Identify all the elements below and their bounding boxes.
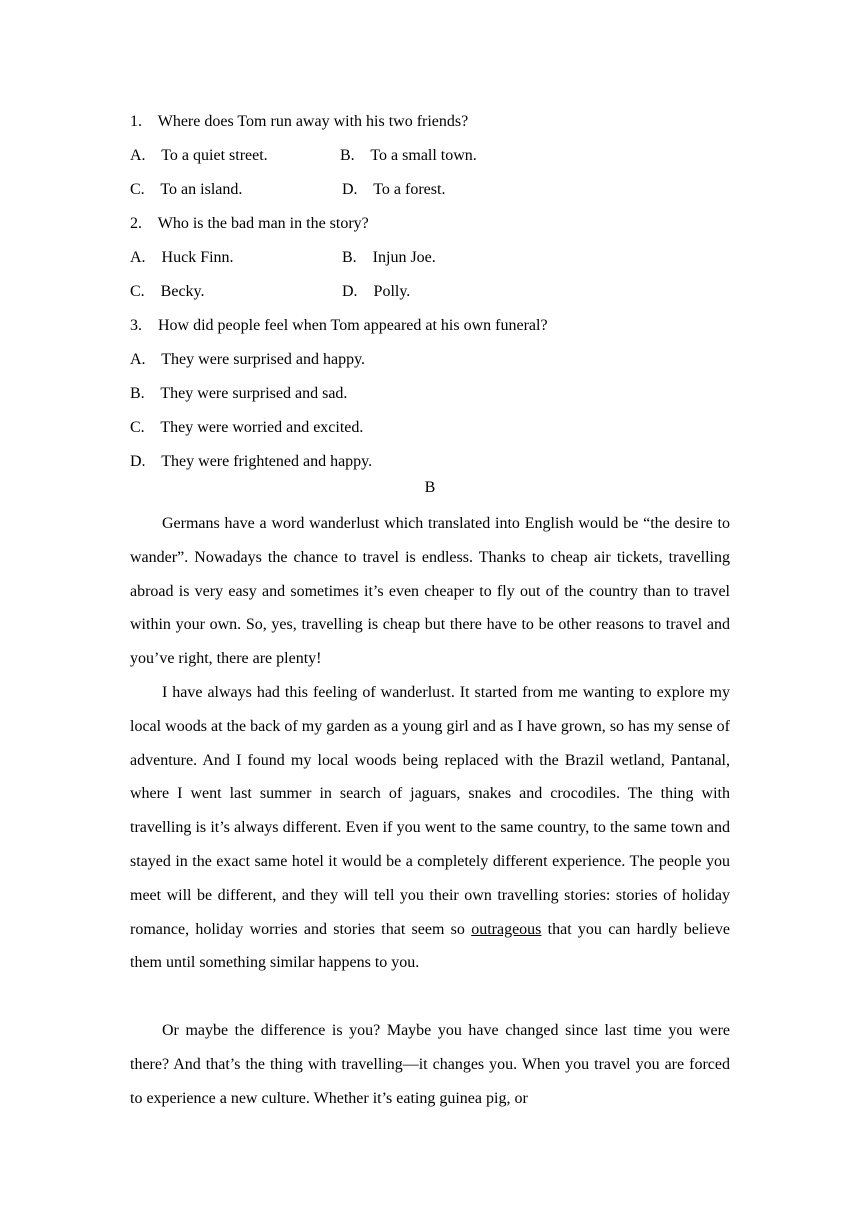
passage-paragraph-3: Or maybe the difference is you? Maybe you have changed since last time you were there? And that’s the thing with travelling—it changes you. When you travel you are forced to experience a new culture. Whether it’s eating guinea pig, or	[130, 1022, 730, 1107]
underlined-word: outrageous	[471, 920, 542, 938]
question-1-option-c: C. To an island.	[130, 181, 243, 198]
question-2-option-c: C. Becky.	[130, 283, 205, 300]
question-2-stem: 2. Who is the bad man in the story?	[130, 215, 369, 232]
passage-paragraph-2-text: I have always had this feeling of wanderlust. It started from me wanting to explore my local woods at the back of my garden as a young girl and as I have grown, so has my sense of adventure. And I found my local woods being replaced with the Brazil wetland, Pantanal, where I went last summer in search of jaguars, snakes and crocodiles. The thing with travelling is it’s always different. Even if you went to the same country, to the same town and stayed in the exact same hotel it would be a completely different experience. The people you meet will be different, and they will tell you their own travelling stories: stories of holiday romance, holiday worries and stories that seem so	[130, 684, 730, 938]
question-2-option-d: D. Polly.	[342, 283, 411, 300]
question-3-option-c: C. They were worried and excited.	[130, 419, 364, 436]
question-3-stem: 3. How did people feel when Tom appeared at his own funeral?	[130, 317, 548, 334]
passage-paragraph-2	[130, 676, 730, 980]
passage-paragraph-1: Germans have a word wanderlust which translated into English would be “the desire to wander”. Nowadays the chance to travel is endless. Thanks to cheap air tickets, travelling abroad is very easy and sometimes it’s even cheaper to fly out of the country than to travel within your own. So, yes, travelling is cheap but there have to be other reasons to travel and you’ve right, there are plenty!	[130, 515, 730, 668]
question-1-option-d: D. To a forest.	[342, 181, 446, 198]
question-1-option-a: A. To a quiet street.	[130, 147, 268, 164]
question-3-option-d: D. They were frightened and happy.	[130, 453, 373, 470]
question-2-option-b: B. Injun Joe.	[342, 249, 436, 266]
question-1-stem: 1. Where does Tom run away with his two friends?	[130, 113, 469, 130]
passage-paragraph-2-text-end: that you can hardly believe them until something similar happens to you.	[130, 920, 731, 972]
question-1-option-b: B. To a small town.	[340, 147, 477, 164]
question-2-option-a: A. Huck Finn.	[130, 249, 234, 266]
question-3-option-b: B. They were surprised and sad.	[130, 385, 348, 402]
question-3-option-a: A. They were surprised and happy.	[130, 351, 366, 368]
section-heading: B	[424, 479, 436, 496]
